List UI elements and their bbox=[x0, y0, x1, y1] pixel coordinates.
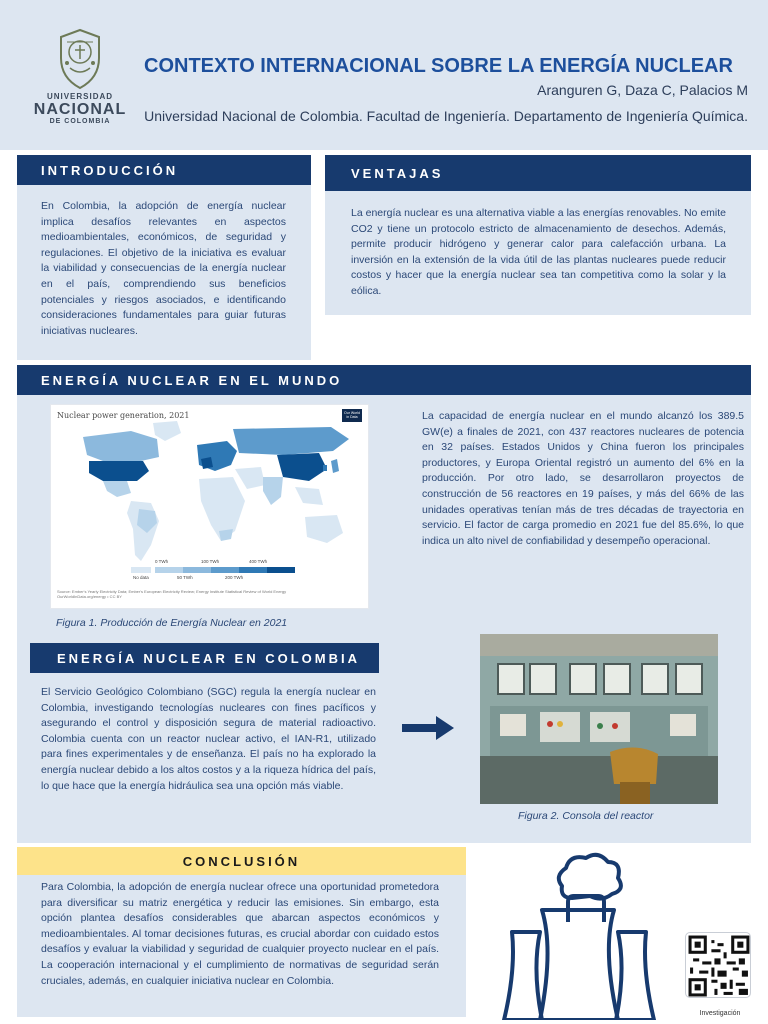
nuclear-plant-icon bbox=[490, 850, 670, 1020]
colombia-heading-text: ENERGÍA NUCLEAR EN COLOMBIA bbox=[57, 650, 360, 666]
legend-swatch-200 bbox=[239, 567, 267, 573]
qr-code[interactable] bbox=[685, 932, 751, 998]
reactor-console-photo bbox=[480, 634, 718, 804]
map-region-greenland bbox=[153, 421, 181, 441]
owid-logo-line1: Our World bbox=[344, 411, 360, 415]
map-source bbox=[57, 589, 357, 599]
map-region-japan bbox=[331, 459, 339, 473]
legend-label-400: 400 TWh bbox=[249, 559, 268, 564]
conclusion-heading-text: CONCLUSIÓN bbox=[182, 853, 301, 869]
authors: Aranguren G, Daza C, Palacios M bbox=[537, 82, 748, 98]
mundo-text: La capacidad de energía nuclear en el mundo alcanzó los 389.5 GW(e) a finales de 2021, con 437 reactores nucleares de potencia en 32 países. Estados Unidos y China fueron los principales productores, y Europa Oriental registró un aumento del 6% en la producción. Por otro lado, se desarrollaron proyectos de construcción de 56 reactores en 19 países, y más del 66% de las unidades operativas tenían más de tres décadas de trayectoria en servicio. El factor de carga promedio en 2021 fue del 85.6%, lo que indica un alto nivel de confiabilidad y desempeño operacional. bbox=[422, 410, 744, 547]
map-region-middle-east bbox=[235, 467, 265, 489]
conclusion-heading bbox=[17, 847, 466, 875]
ventajas-heading bbox=[325, 155, 751, 191]
map-region-south-africa bbox=[219, 529, 233, 541]
owid-logo-line2: in Data bbox=[346, 415, 358, 419]
world-nuclear-map bbox=[50, 404, 369, 609]
poster-title: CONTEXTO INTERNACIONAL SOBRE LA ENERGÍA NUCLEAR bbox=[144, 55, 733, 77]
university-shield-icon bbox=[55, 28, 105, 90]
mundo-heading bbox=[17, 365, 751, 395]
introduccion-text: En Colombia, la adopción de energía nuclear implica desafíos relevantes en aspectos medioambientales, económicos, de seguridad y regulaciones. El objetivo de la iniciativa es evaluar la viabilidad y consecuencias de la energía nuclear en el país, comprendiendo sus beneficios potenciales y riesgos asociados, e identificando consideraciones fundamentales para guiar futuras iniciativas nucleares. bbox=[41, 200, 286, 337]
map-region-se-asia bbox=[295, 487, 323, 505]
map-region-mexico bbox=[103, 481, 131, 497]
university-logo bbox=[32, 28, 128, 125]
logo-line-2: NACIONAL bbox=[33, 101, 127, 118]
logo-line-3: DE COLOMBIA bbox=[49, 118, 111, 125]
legend-swatch-50 bbox=[183, 567, 211, 573]
legend-swatch-400 bbox=[267, 567, 295, 573]
ventajas-heading-text: VENTAJAS bbox=[351, 165, 444, 181]
legend-label-200: 200 TWh bbox=[225, 575, 244, 580]
map-region-russia bbox=[233, 427, 349, 455]
colombia-heading bbox=[30, 643, 379, 673]
figure-2-caption: Figura 2. Consola del reactor bbox=[518, 810, 654, 822]
map-region-france bbox=[201, 457, 213, 469]
colombia-text: El Servicio Geológico Colombiano (SGC) regula la energía nuclear en Colombia, investigando tecnologías nucleares con fines pacíficos y asegurando el control y disposición segura de material radioactivo. Colombia cuenta con un reactor nuclear activo, el IAN-R1, utilizado para fines experimentales y de enseñanza. El país no ha explorado la energía nuclear debido a los altos costos y a la riqueza hídrica del país, lo que hace que la energía hidráulica sea una opción más viable. bbox=[41, 686, 376, 792]
map-source-line2: OurWorldInData.org/energy • CC BY bbox=[57, 594, 122, 599]
qr-code-graphic bbox=[687, 934, 751, 998]
conclusion-text: Para Colombia, la adopción de energía nuclear ofrece una oportunidad prometedora para diversificar su matriz energética y reducir las emisiones. Sin embargo, esta opción plantea desafíos considerables que abarcan aspectos económicos y medioambientales. Al tomar decisiones futuras, es crucial abordar con cuidado estos desafíos y evaluar la viabilidad y seguridad de cualquier proyecto nuclear en el país. La cooperación internacional y el cumplimiento de normativas de seguridad serán cruciales, además, en cualquier iniciativa nuclear en Colombia. bbox=[41, 881, 439, 987]
introduccion-heading bbox=[17, 155, 311, 185]
figure-1-caption: Figura 1. Producción de Energía Nuclear en 2021 bbox=[56, 617, 288, 629]
map-region-india bbox=[263, 477, 283, 505]
introduccion-heading-text: INTRODUCCIÓN bbox=[41, 162, 179, 178]
mundo-heading-text: ENERGÍA NUCLEAR EN EL MUNDO bbox=[41, 372, 343, 388]
map-region-australia bbox=[305, 515, 343, 543]
affiliation: Universidad Nacional de Colombia. Facultad de Ingeniería. Departamento de Ingeniería Química. bbox=[144, 108, 748, 124]
map-region-korea bbox=[323, 465, 327, 471]
world-map-graphic bbox=[51, 405, 370, 610]
legend-swatch-nodata bbox=[131, 567, 151, 573]
legend-label-50: 50 TWh bbox=[177, 575, 193, 580]
ventajas-text: La energía nuclear es una alternativa viable a las energías renovables. No emite CO2 y tiene un protocolo estricto de almacenamiento de desechos. Además, permite producir hidrógeno y generar calor para calefacción urbana. La inversión en la extensión de la vida útil de las plantas nucleares puede reducir costos y hacer que la energía nuclear sea tan competitiva como la solar y la eólica. bbox=[351, 207, 726, 297]
map-source-line1: Source: Ember's Yearly Electricity Data; Ember's European Electricity Review; Energy Institute Statistical Review of World Energy bbox=[57, 589, 287, 594]
legend-swatch-0 bbox=[155, 567, 183, 573]
map-title: Nuclear power generation, 2021 bbox=[57, 411, 190, 420]
legend-swatch-100 bbox=[211, 567, 239, 573]
map-region-china bbox=[277, 453, 327, 481]
qr-label: Investigación bbox=[699, 1010, 741, 1017]
legend-label-nodata: No data bbox=[133, 575, 149, 580]
map-region-canada bbox=[83, 431, 159, 461]
logo-line-1: UNIVERSIDAD bbox=[46, 92, 114, 101]
map-region-usa bbox=[89, 461, 149, 481]
arrow-right-icon bbox=[400, 713, 456, 743]
legend-label-0: 0 TWh bbox=[155, 559, 169, 564]
legend-label-100: 100 TWh bbox=[201, 559, 220, 564]
